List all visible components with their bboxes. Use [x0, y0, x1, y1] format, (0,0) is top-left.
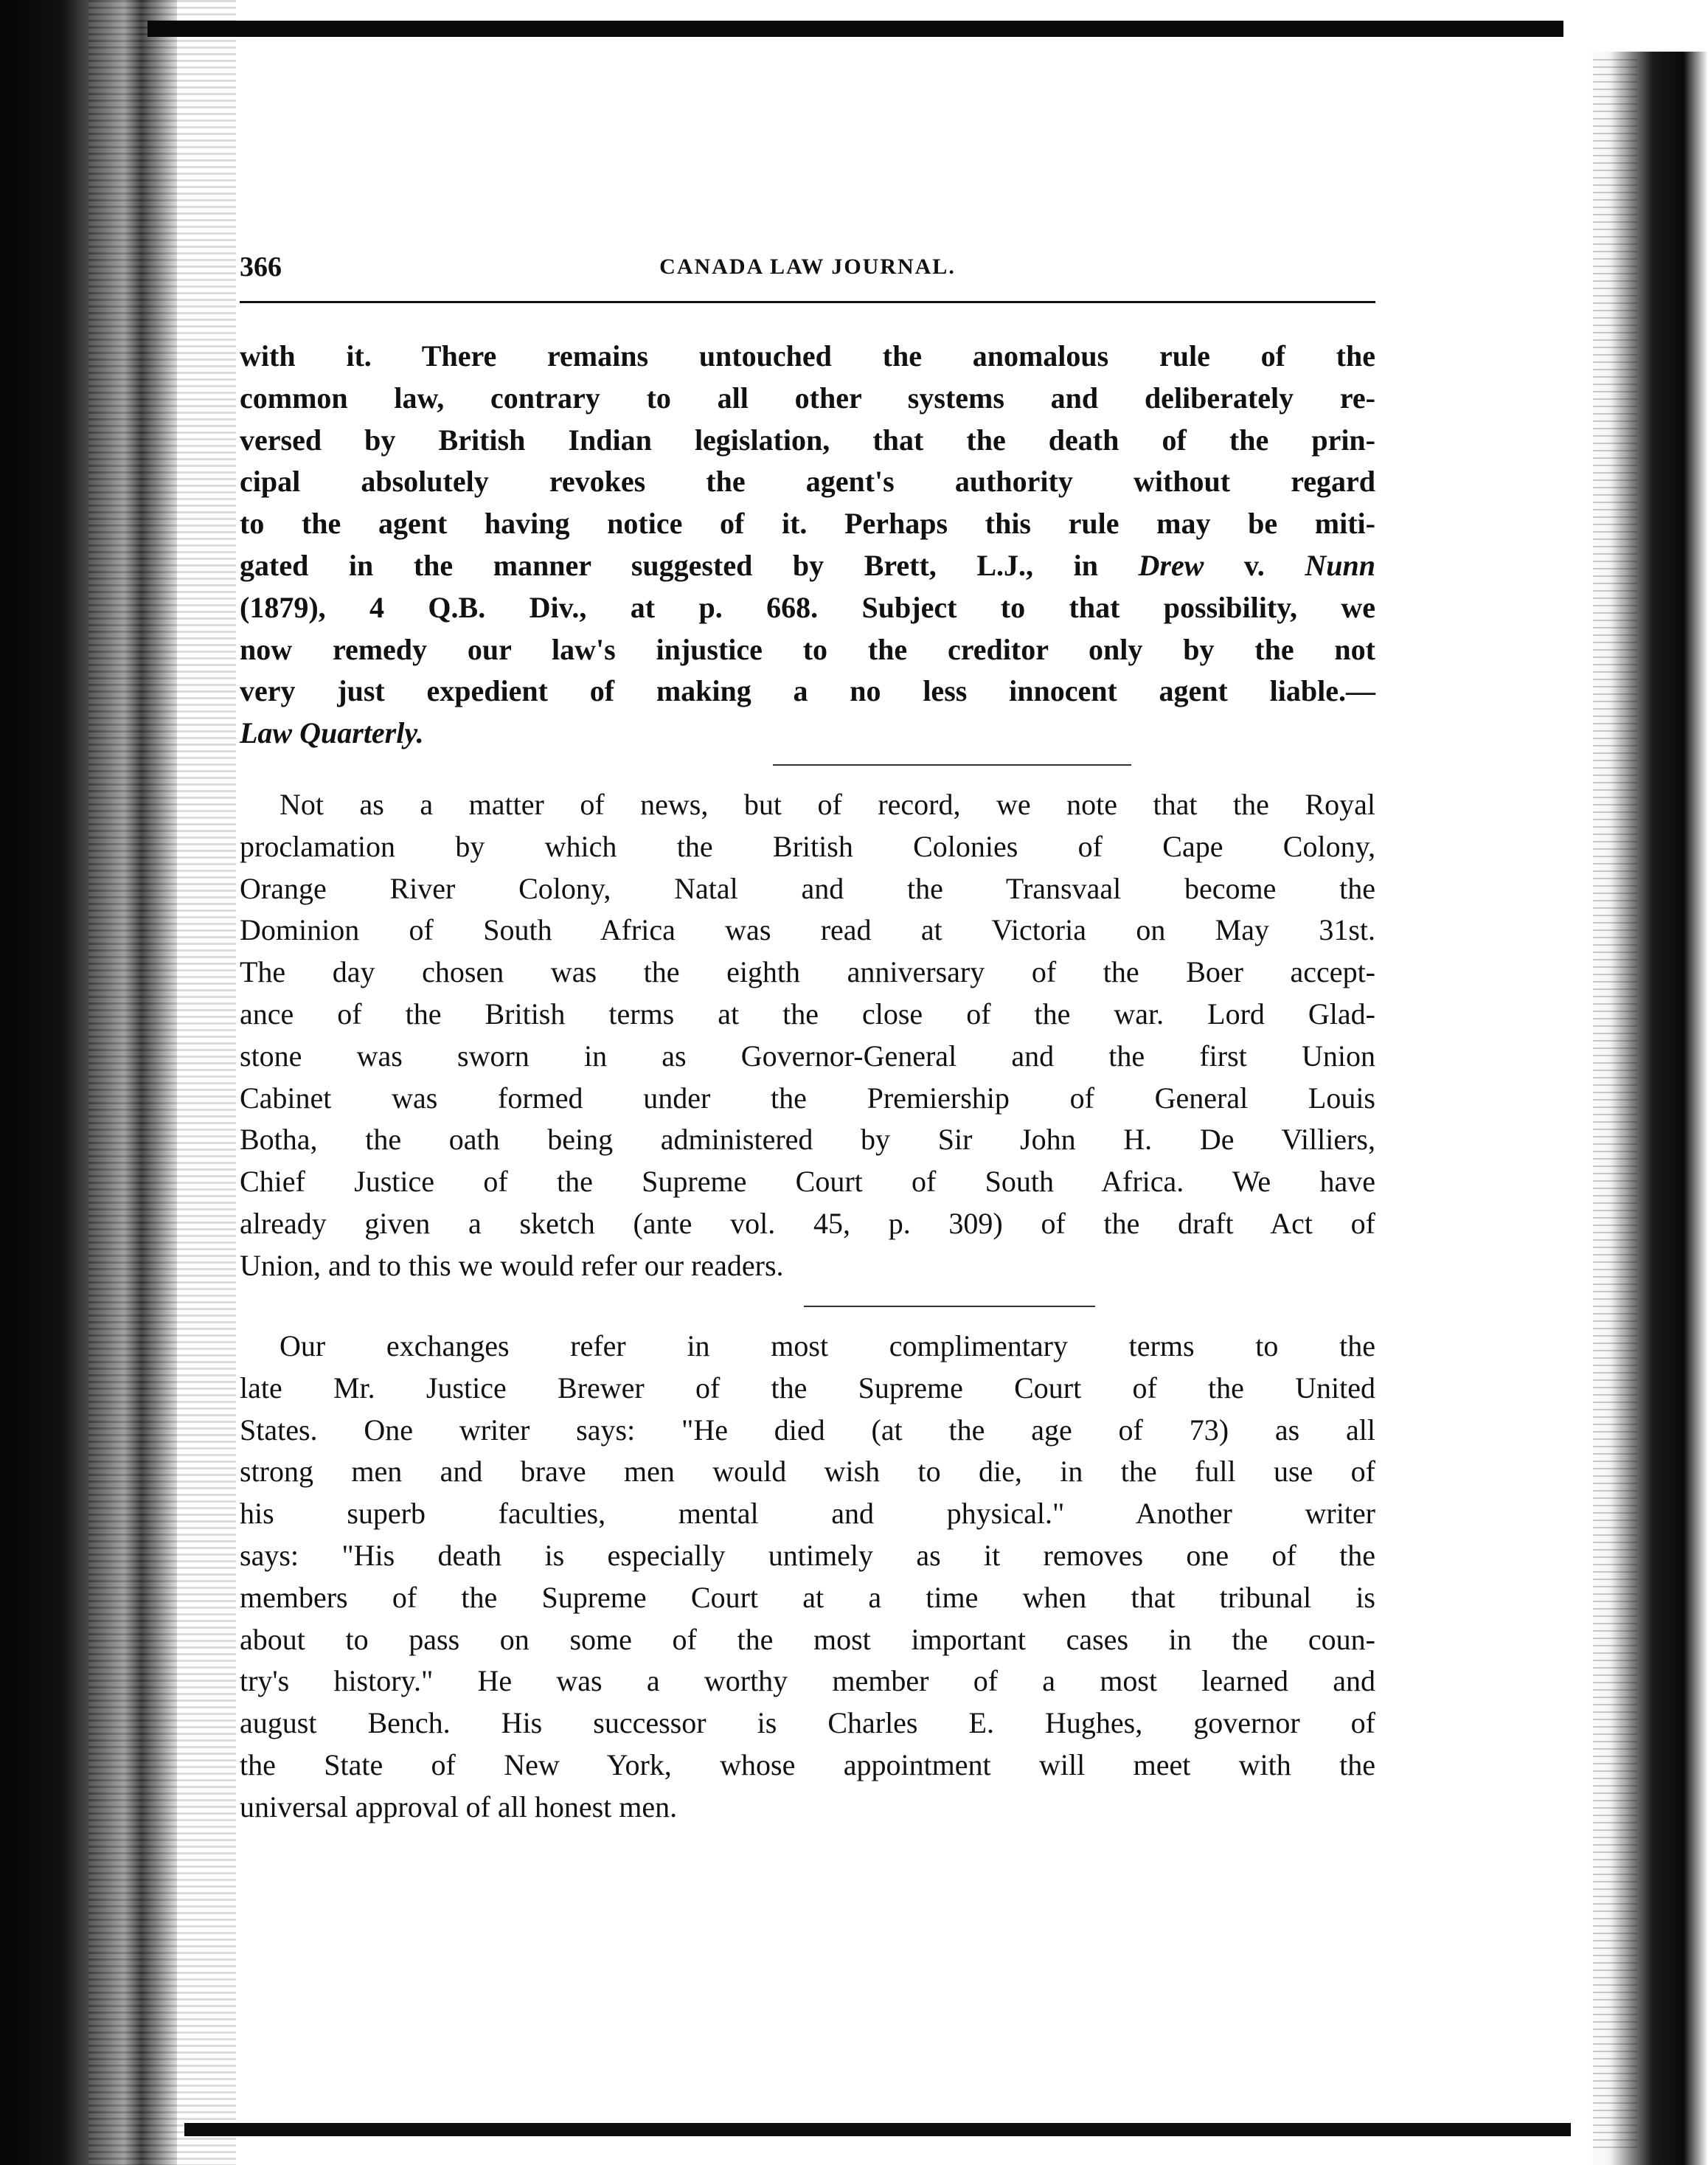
text-line: already given a sketch (ante vol. 45, p. 309) of the draft Act of [240, 1206, 1375, 1240]
running-head: CANADA LAW JOURNAL. [659, 254, 956, 279]
case-name-drew: Drew [1138, 548, 1204, 582]
text-line: proclamation by which the British Colonies of Cape Colony, [240, 829, 1375, 863]
text-line: versed by British Indian legislation, that the death of the prin- [240, 423, 1375, 457]
section-separator [804, 1306, 1095, 1307]
scan-right-texture [1593, 59, 1637, 2154]
text-line: (1879), 4 Q.B. Div., at p. 668. Subject to that possibility, we [240, 590, 1375, 624]
text-line: ance of the British terms at the close of the war. Lord Glad- [240, 997, 1375, 1030]
source-line [240, 713, 1375, 755]
text-line: says: "His death is especially untimely as it removes one of the [240, 1538, 1375, 1572]
text-line: try's history." He was a worthy member of a most learned and [240, 1664, 1375, 1698]
text-line: with it. There remains untouched the anomalous rule of the [240, 339, 1375, 373]
scan-top-edge [147, 21, 1563, 37]
text-line: Not as a matter of news, but of record, we note that the Royal [280, 788, 1375, 821]
paragraph-1 [240, 336, 1375, 755]
text-line: Dominion of South Africa was read at Victoria on May 31st. [240, 913, 1375, 947]
text-line: now remedy our law's injustice to the creditor only by the not [240, 632, 1375, 666]
text-line: members of the Supreme Court at a time when that tribunal is [240, 1580, 1375, 1614]
text-line: strong men and brave men would wish to die, in the full use of [240, 1455, 1375, 1489]
page-number: 366 [240, 252, 282, 283]
text-line-case [240, 545, 1375, 587]
text-line: Orange River Colony, Natal and the Transvaal become the [240, 871, 1375, 905]
text-line: about to pass on some of the most important cases in the coun- [240, 1622, 1375, 1656]
text-line: The day chosen was the eighth anniversary of the Boer accept- [240, 955, 1375, 989]
text-line: Union, and to this we would refer our readers. [240, 1248, 784, 1282]
text-line: his superb faculties, mental and physical." Another writer [240, 1497, 1375, 1531]
text-line: Chief Justice of the Supreme Court of South Africa. We have [240, 1165, 1375, 1199]
text-line: universal approval of all honest men. [240, 1790, 678, 1823]
text-line: States. One writer says: "He died (at the age of 73) as all [240, 1413, 1375, 1447]
section-separator [773, 764, 1131, 766]
text-line: Botha, the oath being administered by Sir John H. De Villiers, [240, 1123, 1375, 1157]
text-line: late Mr. Justice Brewer of the Supreme Court of the United [240, 1371, 1375, 1404]
text-line: stone was sworn in as Governor-General and the first Union [240, 1039, 1375, 1073]
page-header [240, 245, 1375, 289]
text-line: to the agent having notice of it. Perhaps this rule may be miti- [240, 507, 1375, 541]
header-rule [240, 301, 1375, 303]
text-line: very just expedient of making a no less innocent agent liable.— [240, 674, 1375, 708]
scan-bottom-edge [184, 2123, 1571, 2136]
paragraph-2 [240, 784, 1375, 1287]
text-line: august Bench. His successor is Charles E. Hughes, governor of [240, 1706, 1375, 1740]
case-intro: gated in the manner suggested by Brett, L.J., in [240, 548, 1139, 582]
case-name-nunn: Nunn [1305, 548, 1375, 582]
paragraph-3 [240, 1326, 1375, 1829]
scan-binding-texture [88, 0, 236, 2165]
text-line: Our exchanges refer in most complimentary terms to the [280, 1329, 1375, 1362]
text-line: cipal absolutely revokes the agent's authority without regard [240, 465, 1375, 499]
text-line: Cabinet was formed under the Premiership of General Louis [240, 1081, 1375, 1115]
text-line: the State of New York, whose appointment will meet with the [240, 1747, 1375, 1781]
text-line: common law, contrary to all other systems and deliberately re- [240, 381, 1375, 415]
source-citation: Law Quarterly. [240, 716, 424, 750]
case-versus: v. [1204, 548, 1305, 582]
